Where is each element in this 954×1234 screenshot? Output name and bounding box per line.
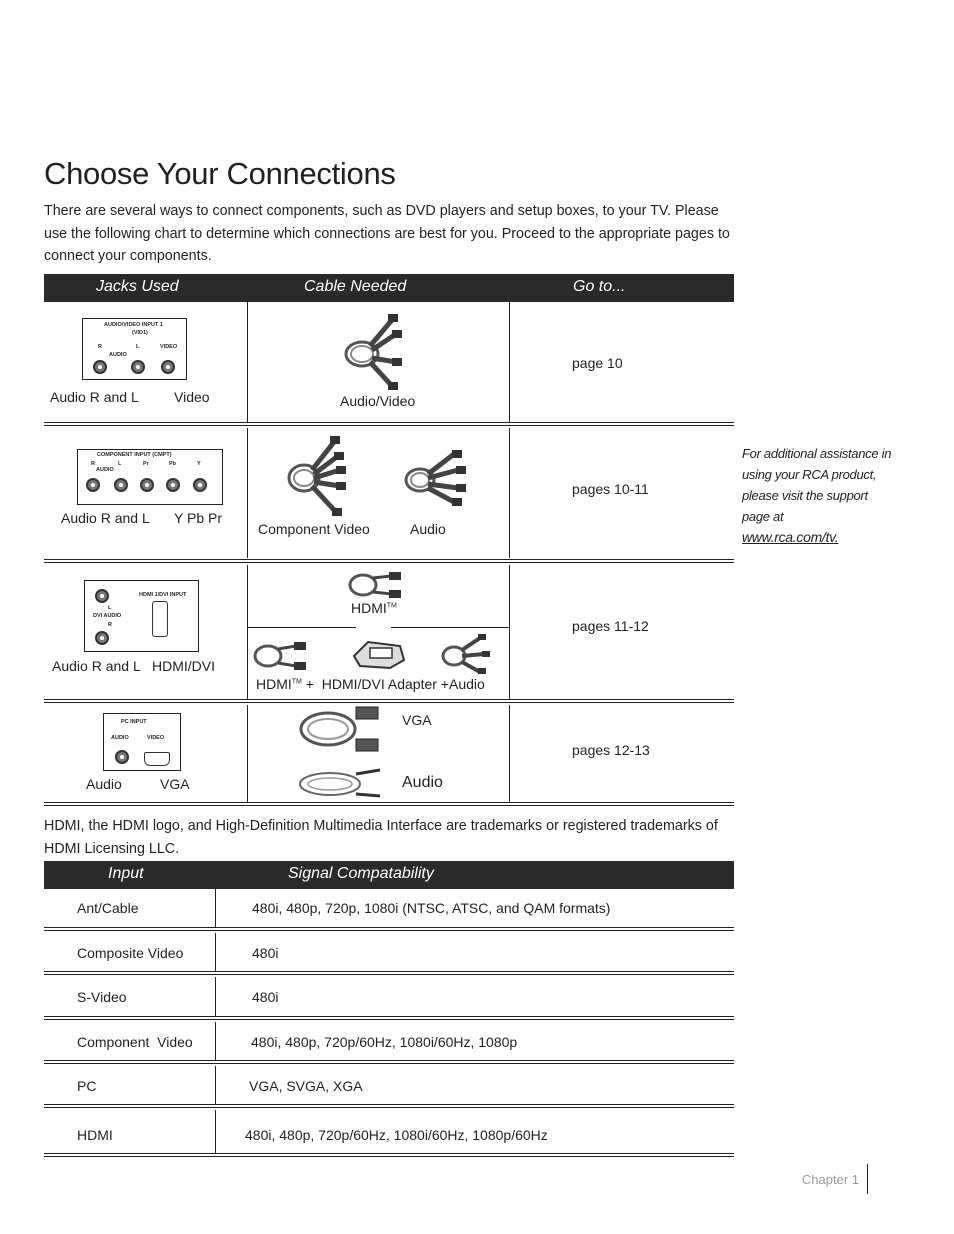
panel-title: COMPONENT INPUT (CMPT): [97, 452, 172, 458]
vga-cable-icon: [298, 705, 384, 755]
panel-label-r: R: [98, 344, 102, 350]
jack-label: Video: [174, 389, 210, 405]
panel-label-l: L: [118, 461, 122, 467]
cable-label: HDMI™: [351, 600, 397, 616]
goto-page[interactable]: page 10: [572, 355, 623, 371]
row-separator: [44, 422, 734, 426]
header-signal: Signal Compatability: [288, 865, 434, 882]
cable-label: Audio: [402, 774, 443, 791]
header-input: Input: [108, 865, 144, 882]
cable-label: Audio/Video: [340, 393, 416, 409]
plus-sign: +: [305, 676, 314, 692]
jack-label: Audio R and L: [52, 658, 141, 674]
panel-title: HDMI 1/DVI INPUT: [139, 592, 187, 598]
panel-label-dvi-audio: DVI AUDIO: [93, 613, 122, 619]
av-input-panel: [82, 318, 187, 380]
audio-cable-icon: [440, 634, 494, 674]
trademark-footnote: HDMI, the HDMI logo, and High-Definition Multimedia Interface are trademarks or registered trademarks of HDMI Licensing LLC.: [44, 818, 718, 857]
cable-label: Audio: [410, 521, 446, 537]
panel-label-pb: Pb: [169, 461, 177, 467]
jack-label: HDMI/DVI: [152, 658, 215, 674]
row-separator: [44, 1016, 734, 1020]
support-link[interactable]: www.rca.com/tv.: [742, 529, 839, 545]
signal-input: S-Video: [77, 989, 127, 1005]
signal-header: [44, 861, 734, 889]
panel-label-audio: AUDIO: [111, 735, 129, 741]
signal-value: 480i, 480p, 720p/60Hz, 1080i/60Hz, 1080p/60Hz: [245, 1127, 548, 1143]
divider: [509, 565, 510, 700]
jack-label: Audio: [86, 776, 122, 792]
jack-audio-l-icon: [114, 478, 128, 492]
divider: [215, 933, 216, 971]
jack-label: Audio R and L: [61, 510, 150, 526]
jack-label: Y Pb Pr: [174, 510, 222, 526]
cable-label: HDMI/DVI Adapter: [321, 676, 437, 692]
panel-label-l: L: [108, 605, 112, 611]
divider: [247, 565, 248, 700]
row-separator: [44, 559, 734, 563]
row-separator: [44, 699, 734, 703]
hdmi-cable-icon: [347, 570, 405, 600]
vga-port-icon: [144, 752, 170, 766]
goto-page[interactable]: pages 10-11: [572, 481, 649, 497]
hdmi-cable-icon: [252, 640, 312, 672]
cable-label: Component Video: [258, 521, 370, 537]
goto-page[interactable]: pages 12-13: [572, 742, 650, 758]
cable-label: HDMI: [256, 676, 292, 692]
panel-label-video: VIDEO: [160, 344, 178, 350]
divider: [215, 889, 216, 927]
jack-audio-l-icon: [95, 589, 109, 603]
av-cable-icon: [340, 312, 410, 392]
support-text: For additional assistance in using your RCA product, please visit the support page at: [742, 446, 892, 524]
signal-value: VGA, SVGA, XGA: [249, 1078, 363, 1094]
audio-cable-icon: [296, 766, 388, 802]
signal-input: PC: [77, 1078, 97, 1094]
panel-label-l: L: [136, 344, 140, 350]
divider: [215, 1110, 216, 1153]
divider: [215, 977, 216, 1016]
jack-label: Audio R and L: [50, 389, 139, 405]
divider: [215, 1022, 216, 1060]
panel-label-pr: Pr: [143, 461, 149, 467]
row-separator: [44, 927, 734, 931]
panel-title: PC INPUT: [121, 719, 147, 725]
panel-label-audio: AUDIO: [109, 352, 127, 358]
row-separator: [44, 802, 734, 806]
component-input-panel: [77, 449, 223, 505]
cable-combo-label: [256, 676, 485, 692]
divider: [509, 302, 510, 422]
jack-pr-icon: [140, 478, 154, 492]
support-note: [742, 443, 892, 548]
jack-y-icon: [193, 478, 207, 492]
panel-label-y: Y: [197, 461, 201, 467]
hdmi-dvi-input-panel: [84, 580, 199, 652]
header-cable-needed: Cable Needed: [304, 278, 407, 295]
signal-input: Ant/Cable: [77, 900, 139, 916]
pc-input-panel: [103, 713, 181, 771]
jack-audio-r-icon: [93, 360, 107, 374]
header-jacks-used: Jacks Used: [96, 278, 179, 295]
divider: [215, 1066, 216, 1104]
signal-value: 480i: [252, 989, 279, 1005]
plus-sign: +: [440, 676, 449, 692]
chapter-label: Chapter 1: [801, 1172, 859, 1187]
audio-cable-icon: [402, 448, 472, 508]
trademark: TM: [291, 678, 302, 686]
signal-input: Component Video: [77, 1034, 193, 1050]
signal-input: HDMI: [77, 1127, 113, 1143]
divider: [247, 705, 248, 802]
jack-audio-icon: [115, 750, 129, 764]
divider: [509, 705, 510, 802]
divider: [247, 302, 248, 422]
connections-header: [44, 274, 734, 302]
component-cable-icon: [284, 436, 350, 518]
jack-audio-r-icon: [86, 478, 100, 492]
jack-audio-l-icon: [131, 360, 145, 374]
page-title: Choose Your Connections: [44, 156, 396, 191]
cable-label: Audio: [448, 676, 485, 692]
hdmi-port-icon: [152, 601, 168, 637]
intro-paragraph: There are several ways to connect components, such as DVD players and setup boxes, to your TV. Please use the following chart to determine which connections are best for you. Proceed to the appropriate pages to connect your components.: [44, 203, 730, 264]
signal-input: Composite Video: [77, 945, 184, 961]
hdmi-dvi-adapter-icon: [350, 636, 408, 672]
trademark: TM: [386, 602, 397, 610]
divider: [509, 428, 510, 558]
jack-pb-icon: [166, 478, 180, 492]
row-separator: [44, 1104, 734, 1108]
jack-video-icon: [161, 360, 175, 374]
signal-value: 480i: [252, 945, 279, 961]
goto-page[interactable]: pages 11-12: [572, 618, 649, 634]
divider: [391, 627, 509, 628]
panel-label-video: VIDEO: [147, 735, 165, 741]
row-separator: [44, 1153, 734, 1157]
divider: [247, 428, 248, 558]
jack-audio-r-icon: [95, 631, 109, 645]
chapter-bar: [867, 1164, 868, 1194]
panel-title: AUDIO/VIDEO INPUT 1: [104, 322, 163, 328]
panel-label-r: R: [108, 622, 112, 628]
signal-value: 480i, 480p, 720p/60Hz, 1080i/60Hz, 1080p: [251, 1034, 518, 1050]
panel-subtitle: (VID1): [132, 330, 148, 336]
panel-label-r: R: [91, 461, 95, 467]
panel-label-audio: AUDIO: [96, 467, 114, 473]
divider: [248, 627, 356, 628]
row-separator: [44, 1060, 734, 1064]
cable-label: VGA: [402, 712, 432, 728]
row-separator: [44, 971, 734, 975]
signal-value: 480i, 480p, 720p, 1080i (NTSC, ATSC, and QAM formats): [252, 900, 611, 916]
header-go-to: Go to...: [573, 278, 626, 295]
jack-label: VGA: [160, 776, 190, 792]
